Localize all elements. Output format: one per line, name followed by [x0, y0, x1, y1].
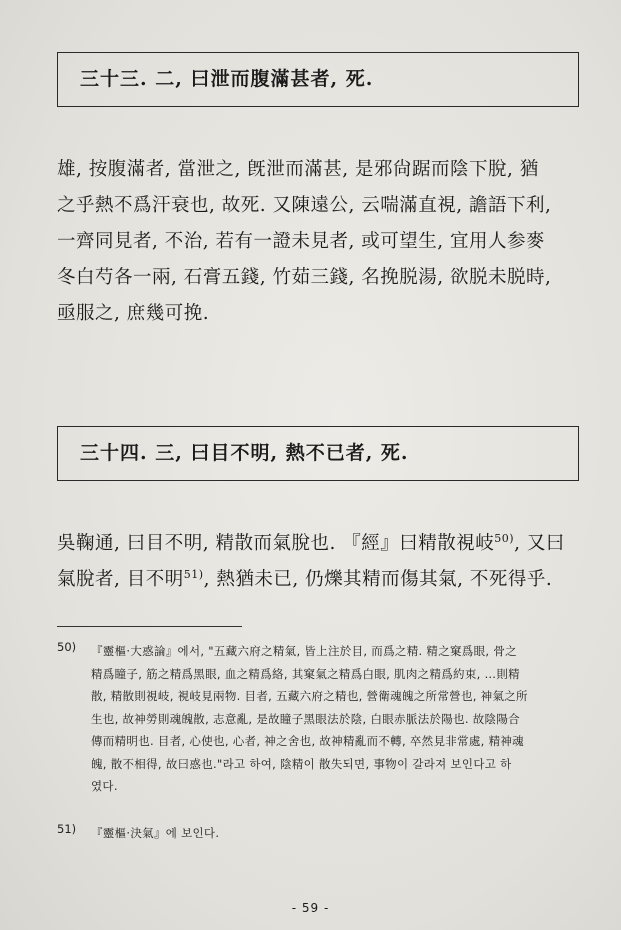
section-33-body: [57, 152, 587, 332]
body-line: [57, 526, 587, 562]
footnote-divider: [57, 626, 242, 627]
footnote-line: 였다.: [91, 779, 118, 793]
footnote-line: 生也, 故神勞則魂魄散, 志意亂, 是故瞳子黑眼法於陰, 白眼赤脈法於陽也. 故陰陽合: [91, 711, 520, 726]
body-text: 吳鞠通, 曰目不明, 精散而氣脫也. 『經』曰精散視岐: [57, 533, 495, 554]
footnote-line: 『靈樞·大惑論』에서, "五藏六府之精氣, 皆上注於目, 而爲之精. 精之窠爲眼, 骨之: [91, 644, 517, 658]
page-number: - 59 -: [291, 901, 330, 915]
footnote-50: [57, 640, 587, 798]
footnote-line: 散, 精散則視岐, 視岐見兩物. 目者, 五藏六府之精也, 營衛魂魄之所常營也, 神氣之所: [91, 689, 528, 703]
section-33-heading: 三十三. 二, 曰泄而腹滿甚者, 死.: [57, 52, 579, 107]
footnote-number: 51): [57, 822, 77, 836]
section-34-heading: 三十四. 三, 曰目不明, 熱不已者, 死.: [57, 426, 579, 481]
body-line: 一齊同見者, 不治, 若有一證未見者, 或可望生, 宜用人参麥: [57, 231, 546, 252]
body-line: 之乎熱不爲汗衰也, 故死. 又陳遠公, 云喘滿直視, 譫語下利,: [57, 195, 552, 216]
body-line: 冬白芍各一兩, 石膏五錢, 竹茹三錢, 名挽脱湯, 欲脱未脱時,: [57, 267, 552, 288]
body-line: 亟服之, 庶幾可挽.: [57, 303, 210, 324]
section-34-body: [57, 526, 587, 598]
footnote-line: 傳而精明也. 目者, 心使也, 心者, 神之舍也, 故神精亂而不轉, 卒然見非常處, 精神魂: [91, 734, 524, 748]
footnote-line: 魄, 散不相得, 故曰惑也."라고 하여, 陰精이 散失되면, 事物이 갈라져 보인다고 하: [91, 756, 512, 771]
body-line: 雄, 按腹滿者, 當泄之, 旣泄而滿甚, 是邪尙踞而陰下脫, 猶: [57, 159, 539, 180]
footnote-line: 精爲瞳子, 筋之精爲黑眼, 血之精爲絡, 其窠氣之精爲白眼, 肌肉之精爲約束, …則精: [91, 666, 520, 681]
footnote-ref-50[interactable]: 50): [494, 532, 515, 545]
footnote-ref-51[interactable]: 51): [183, 568, 204, 581]
body-text: 氣脫者, 目不明: [57, 569, 184, 590]
body-line: [57, 562, 587, 598]
footnote-line: 『靈樞·決氣』에 보인다.: [91, 826, 220, 840]
body-text: , 熱猶未已, 仍爍其精而傷其氣, 不死得乎.: [203, 569, 553, 590]
body-text: , 又曰: [514, 533, 565, 554]
footnote-number: 50): [57, 640, 77, 654]
footnote-51: [57, 822, 587, 845]
